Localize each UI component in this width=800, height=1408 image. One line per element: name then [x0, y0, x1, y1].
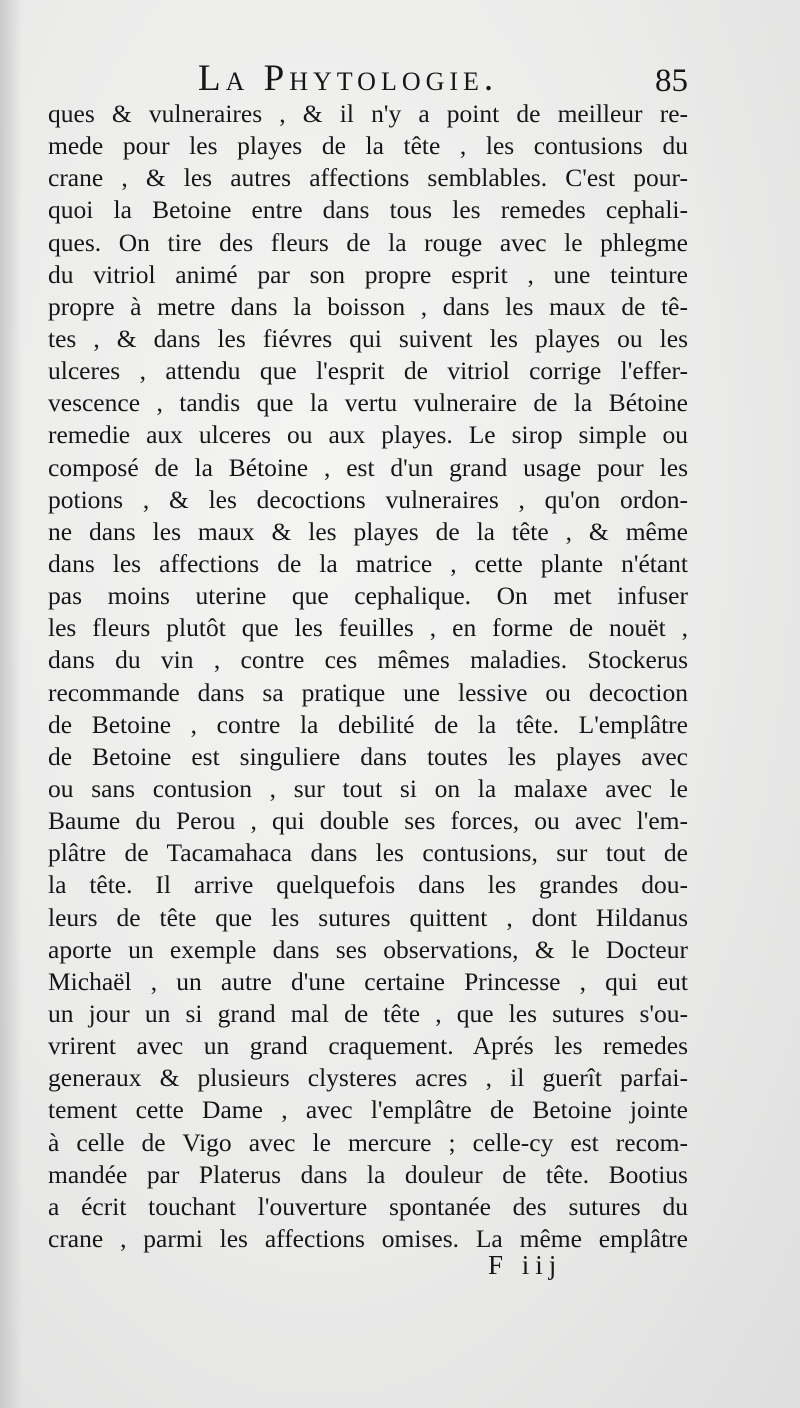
text-line: tes , & dans les fiévres qui suivent les playes ou les — [48, 323, 688, 353]
running-head — [48, 54, 688, 100]
text-line: remedie aux ulceres ou aux playes. Le sirop simple ou — [48, 420, 688, 450]
text-line: les fleurs plutôt que les feuilles , en forme de nouët , — [48, 613, 688, 643]
text-line: tement cette Dame , avec l'emplâtre de Betoine jointe — [48, 1095, 688, 1125]
text-line: crane , parmi les affections omises. La même emplâtre — [48, 1223, 688, 1253]
text-line: mede pour les playes de la tête , les contusions du — [48, 131, 688, 161]
text-line: pas moins uterine que cephalique. On met infuser — [48, 581, 688, 611]
text-line: la tête. Il arrive quelquefois dans les grandes dou- — [48, 870, 688, 900]
text-line: ne dans les maux & les playes de la tête , & même — [48, 516, 688, 546]
text-line: propre à metre dans la boisson , dans les maux de tê- — [48, 291, 688, 321]
running-head-title: La Phytologie. — [198, 58, 499, 99]
text-line: leurs de tête que les sutures quittent , dont Hildanus — [48, 902, 688, 932]
page-gutter-shadow — [0, 0, 22, 1408]
text-line: ulceres , attendu que l'esprit de vitriol corrige l'effer- — [48, 356, 688, 386]
text-line: ques. On tire des fleurs de la rouge avec le phlegme — [48, 227, 688, 257]
text-line: du vitriol animé par son propre esprit , une teinture — [48, 259, 688, 289]
text-line: quoi la Betoine entre dans tous les remedes cephali- — [48, 195, 688, 225]
text-line: aporte un exemple dans ses observations, & le Docteur — [48, 934, 688, 964]
text-line: vescence , tandis que la vertu vulneraire de la Bétoine — [48, 388, 688, 418]
text-line: recommande dans sa pratique une lessive ou decoction — [48, 677, 688, 707]
text-line: un jour un si grand mal de tête , que les sutures s'ou- — [48, 998, 688, 1028]
text-line: Michaël , un autre d'une certaine Princesse , qui eut — [48, 966, 688, 996]
text-line: dans les affections de la matrice , cette plante n'étant — [48, 548, 688, 578]
text-line: composé de la Bétoine , est d'un grand usage pour les — [48, 452, 688, 482]
text-line: potions , & les decoctions vulneraires , qu'on ordon- — [48, 484, 688, 514]
text-line: a écrit touchant l'ouverture spontanée des sutures du — [48, 1191, 688, 1221]
text-line: plâtre de Tacamahaca dans les contusions, sur tout de — [48, 838, 688, 868]
signature-mark: F iij — [488, 1250, 563, 1280]
text-line: crane , & les autres affections semblables. C'est pour- — [48, 163, 688, 193]
text-line: ou sans contusion , sur tout si on la malaxe avec le — [48, 773, 688, 803]
text-line: vrirent avec un grand craquement. Aprés les remedes — [48, 1031, 688, 1061]
text-line: Baume du Perou , qui double ses forces, ou avec l'em- — [48, 806, 688, 836]
text-line: ques & vulneraires , & il n'y a point de meilleur re- — [48, 99, 688, 128]
page-number: 85 — [655, 63, 688, 99]
text-line: de Betoine , contre la debilité de la tête. L'emplâtre — [48, 709, 688, 739]
text-line: generaux & plusieurs clysteres acres , il guerît parfai- — [48, 1063, 688, 1093]
text-line: mandée par Platerus dans la douleur de tête. Bootius — [48, 1159, 688, 1189]
body-text — [48, 98, 688, 1255]
text-line: de Betoine est singuliere dans toutes les playes avec — [48, 741, 688, 771]
text-line: à celle de Vigo avec le mercure ; celle-cy est recom- — [48, 1127, 688, 1157]
text-line: dans du vin , contre ces mêmes maladies. Stockerus — [48, 645, 688, 675]
